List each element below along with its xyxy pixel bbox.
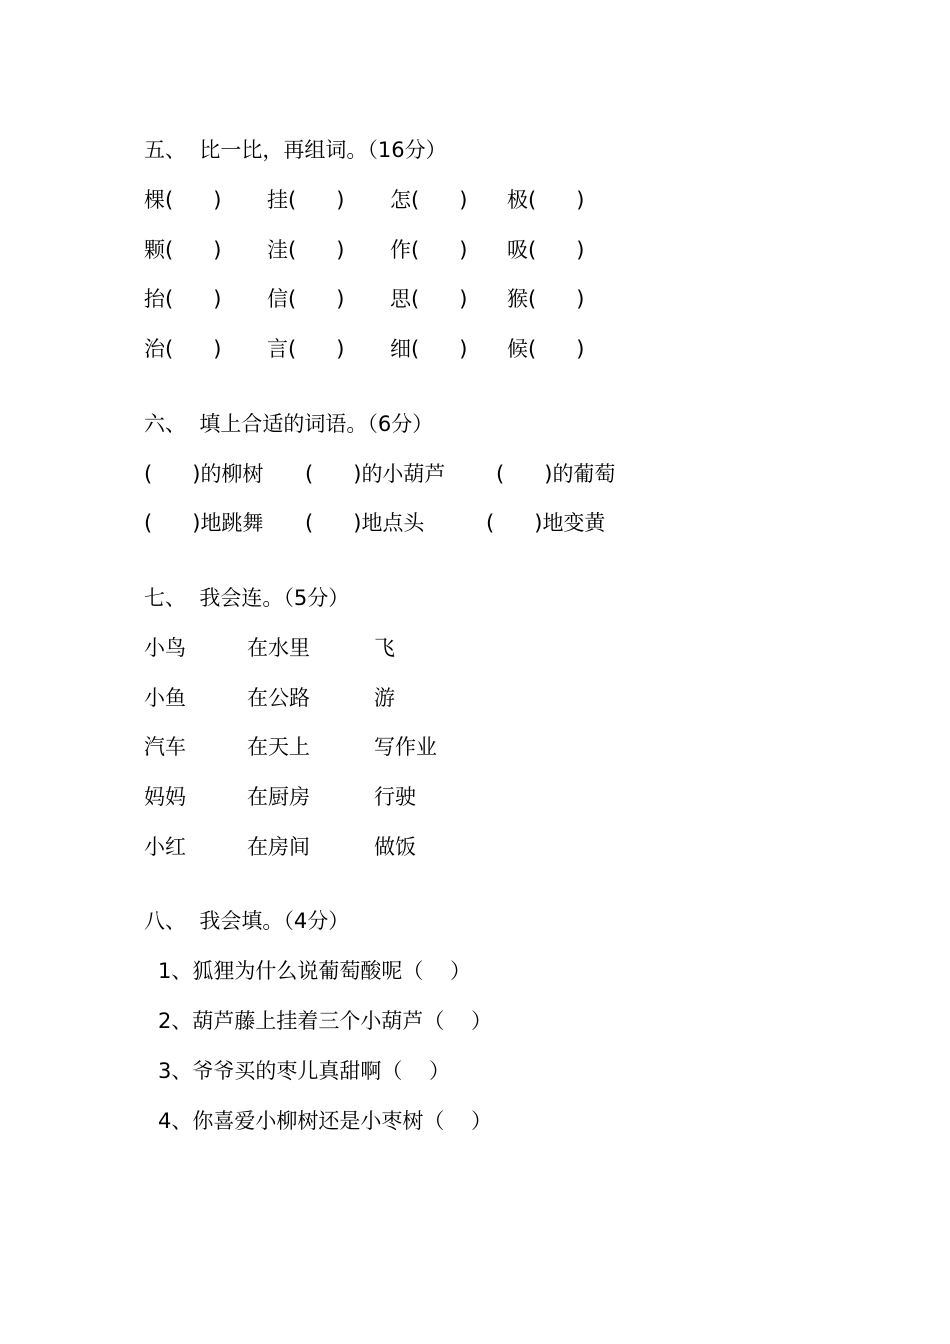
match-subject[interactable]: 汽车 [144, 735, 186, 759]
word-blank[interactable]: 颗( ) [144, 238, 222, 262]
match-subject[interactable]: 妈妈 [144, 785, 186, 809]
word-blank[interactable]: 极( ) [507, 188, 585, 212]
word-blank[interactable]: 作( ) [390, 238, 468, 262]
word-blank[interactable]: 怎( ) [390, 188, 468, 212]
match-action[interactable]: 做饭 [374, 835, 416, 859]
punctuation-question[interactable]: 4、你喜爱小柳树还是小枣树（ ） [158, 1109, 493, 1133]
punctuation-question[interactable]: 1、狐狸为什么说葡萄酸呢（ ） [158, 959, 472, 983]
match-action[interactable]: 飞 [374, 636, 395, 660]
word-blank[interactable]: 洼( ) [267, 238, 345, 262]
punctuation-question[interactable]: 3、爷爷买的枣儿真甜啊（ ） [158, 1059, 451, 1083]
match-place[interactable]: 在厨房 [247, 785, 310, 809]
word-blank[interactable]: 挂( ) [267, 188, 345, 212]
phrase-blank[interactable]: ( )地点头 [305, 511, 425, 535]
match-place[interactable]: 在公路 [247, 686, 310, 710]
match-place[interactable]: 在水里 [247, 636, 310, 660]
section-5-row [144, 335, 585, 363]
match-subject[interactable]: 小鱼 [144, 686, 186, 710]
section-6-heading: 六、 填上合适的词语。（6分） [144, 412, 434, 436]
match-subject[interactable]: 小鸟 [144, 636, 186, 660]
section-5-heading: 五、 比一比，再组词。（16分） [144, 138, 447, 162]
phrase-blank[interactable]: ( )的葡萄 [496, 462, 616, 486]
word-blank[interactable]: 言( ) [267, 337, 345, 361]
section-5-row [144, 236, 585, 264]
phrase-blank[interactable]: ( )地跳舞 [144, 511, 264, 535]
phrase-blank[interactable]: ( )的柳树 [144, 462, 264, 486]
section-6-row [144, 460, 616, 488]
word-blank[interactable]: 猴( ) [507, 287, 585, 311]
section-6-row [144, 509, 606, 537]
phrase-blank[interactable]: ( )的小葫芦 [305, 462, 446, 486]
word-blank[interactable]: 候( ) [507, 337, 585, 361]
match-place[interactable]: 在房间 [247, 835, 310, 859]
matching-row [144, 634, 395, 662]
section-5-row [144, 186, 585, 214]
punctuation-question[interactable]: 2、葫芦藤上挂着三个小葫芦（ ） [158, 1009, 493, 1033]
match-action[interactable]: 行驶 [374, 785, 416, 809]
phrase-blank[interactable]: ( )地变黄 [486, 511, 606, 535]
section-5-row [144, 285, 585, 313]
word-blank[interactable]: 细( ) [390, 337, 468, 361]
match-action[interactable]: 游 [374, 686, 395, 710]
word-blank[interactable]: 吸( ) [507, 238, 585, 262]
word-blank[interactable]: 信( ) [267, 287, 345, 311]
section-7-heading: 七、 我会连。（5分） [144, 586, 350, 610]
word-blank[interactable]: 治( ) [144, 337, 222, 361]
matching-row [144, 833, 416, 861]
match-action[interactable]: 写作业 [374, 735, 437, 759]
match-subject[interactable]: 小红 [144, 835, 186, 859]
match-place[interactable]: 在天上 [247, 735, 310, 759]
word-blank[interactable]: 抬( ) [144, 287, 222, 311]
matching-row [144, 684, 395, 712]
word-blank[interactable]: 棵( ) [144, 188, 222, 212]
section-8-heading: 八、 我会填。（4分） [144, 909, 350, 933]
matching-row [144, 783, 416, 811]
word-blank[interactable]: 思( ) [390, 287, 468, 311]
matching-row [144, 733, 437, 761]
